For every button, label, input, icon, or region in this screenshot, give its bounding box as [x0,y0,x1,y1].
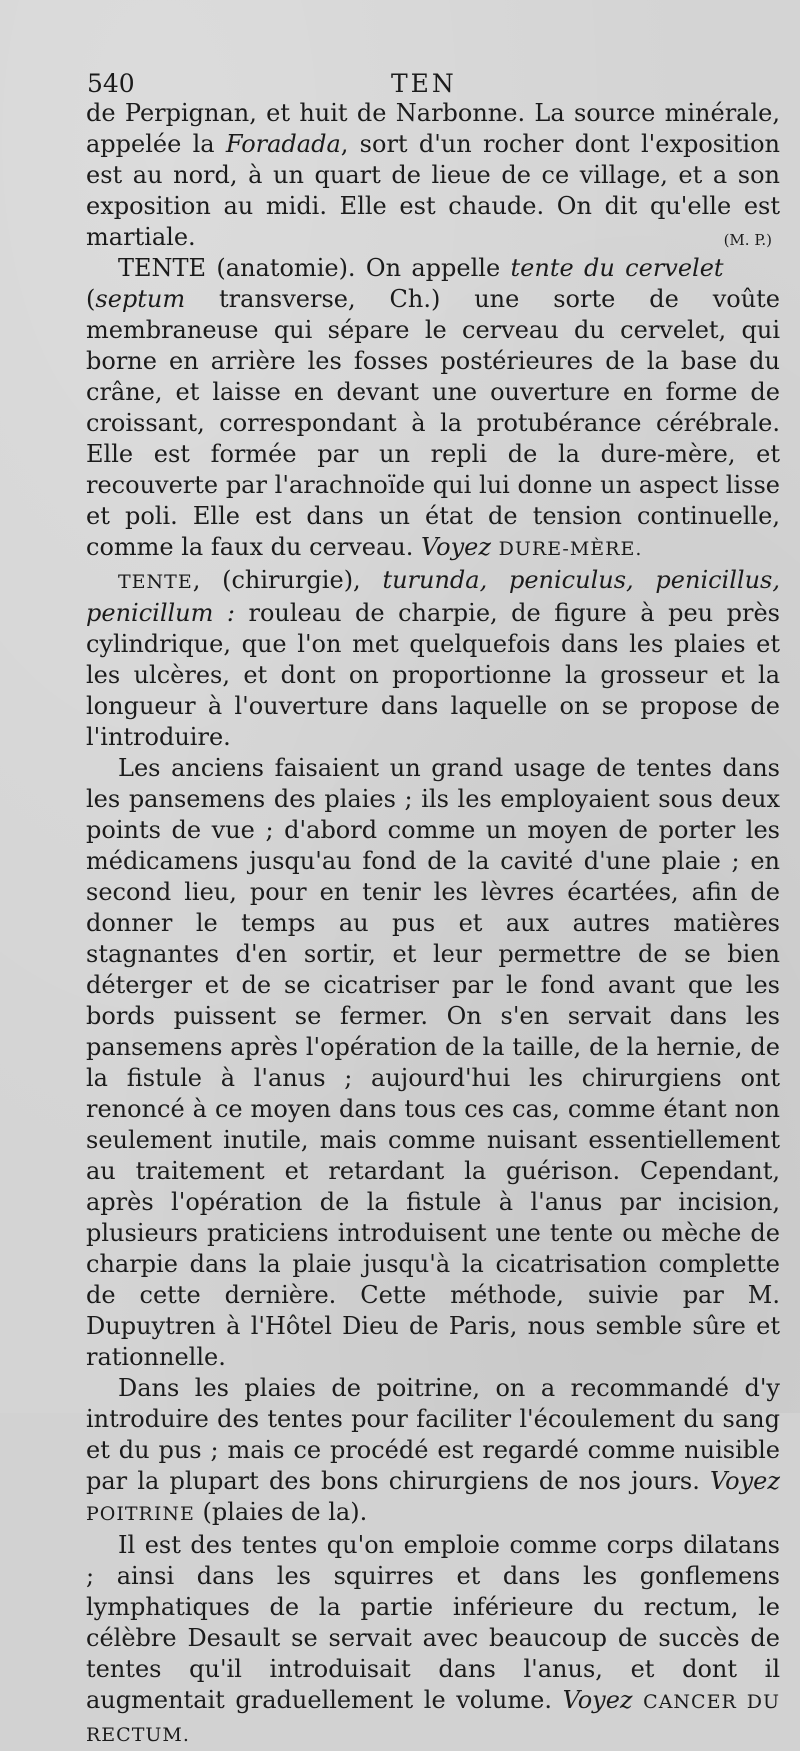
voyez-link: Voyez [710,1467,780,1495]
paragraph-foradada: de Perpignan, et huit de Narbonne. La source minérale, appelée la Foradada, sort d'un rocher dont l'exposition est au nord, à un quart de lieue de ce village, et a son exposition au midi. Elle est chaude. On dit qu'elle est martiale. (M. P.) [86,98,780,253]
page-number: 540 [87,69,135,98]
headword: TENTE [118,571,193,593]
place-name-italic: Foradada [225,130,341,158]
page-header [86,62,780,97]
cross-reference: POITRINE [86,1503,195,1525]
entry-tente-chirurgie: TENTE, (chirurgie), turunda, peniculus, penicillus, penicillum : rouleau de charpie, de figure à peu près cylindrique, que l'on met quelquefois dans les plaies et les ulcères, et dont on proportionne la grosseur et la longueur à l'ouverture dans laquelle on se propose de l'introduire. [86,566,780,751]
headword: TENTE [118,254,207,282]
author-signature: (M. P.) [723,231,772,249]
voyez-link: Voyez [562,1686,633,1714]
entry-tente-anatomie: TENTE (anatomie). On appelle tente du cervelet (septum transverse, Ch.) une sorte de voûte membraneuse qui sépare le cerveau du cervelet, qui borne en arrière les fosses postérieures de la base du crâne, et laisse en devant une ouverture en forme de croissant, correspondant à la protubérance cérébrale. Elle est formée par un repli de la dure-mère, et recouverte par l'arachnoïde qui lui donne un aspect lisse et poli. Elle est dans un état de tension continuelle, comme la faux du cerveau. Voyez DURE-MÈRE. [86,254,780,561]
paragraph-dilatans: Il est des tentes qu'on emploie comme corps dilatans ; ainsi dans les squirres et dans les gonflemens lymphatiques de la partie inférieure du rectum, le célèbre Desault se servait avec beaucoup de succès de tentes qu'il introduisait dans l'anus, et dont il augmentait graduellement le volume. Voyez CANCER DU RECTUM. [86,1531,780,1746]
cross-reference: DURE-MÈRE. [498,538,643,560]
running-head: TEN [391,69,457,98]
page-text-block [86,62,780,1751]
voyez-link: Voyez [421,533,491,561]
paragraph-poitrine: Dans les plaies de poitrine, on a recommandé d'y introduire des tentes pour faciliter l'écoulement du sang et du pus ; mais ce procédé est regardé comme nuisible par la plupart des bons chirurgiens de nos jours. Voyez POITRINE (plaies de la). [86,1374,780,1526]
paragraph-anciens: Les anciens faisaient un grand usage de tentes dans les pansemens des plaies ; ils les employaient sous deux points de vue ; d'abord comme un moyen de porter les médicamens jusqu'au fond de la cavité d'une plaie ; en second lieu, pour en tenir les lèvres écartées, afin de donner le temps au pus et aux autres matières stagnantes d'en sortir, et leur permettre de se bien déterger et de se cicatriser par le fond avant que les bords puissent se fermer. On s'en servait dans les pansemens après l'opération de la taille, de la hernie, de la fistule à l'anus ; aujourd'hui les chirurgiens ont renoncé à ce moyen dans tous ces cas, comme étant non seulement inutile, mais comme nuisant essentiellement au traitement et retardant la guérison. Cependant, après l'opération de la fistule à l'anus par incision, plusieurs praticiens introduisent une tente ou mèche de charpie dans la plaie jusqu'à la cicatrisation complette de cette dernière. Cette méthode, suivie par M. Dupuytren à l'Hôtel Dieu de Paris, nous semble sûre et rationnelle. [86,754,780,1371]
cross-reference: CANCER DU RECTUM. [86,1691,780,1746]
